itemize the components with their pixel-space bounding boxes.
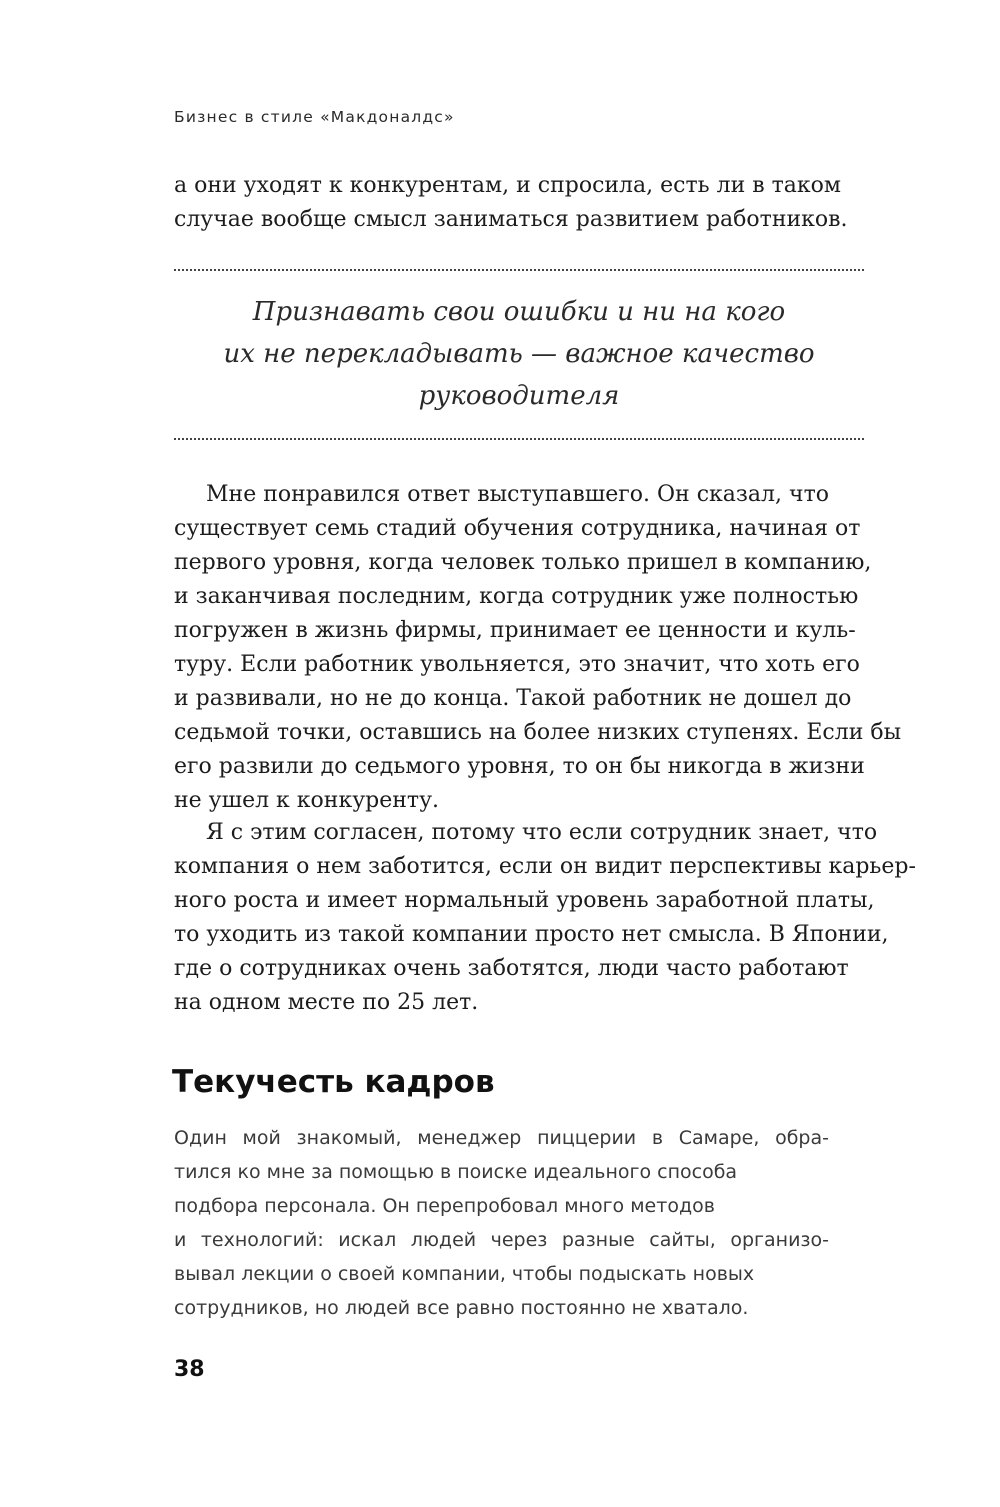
text-line: и развивали, но не до конца. Такой работник не дошел до xyxy=(174,686,852,711)
text-line: где о сотрудниках очень заботятся, люди часто работают xyxy=(174,956,849,981)
text-line: вывал лекции о своей компании, чтобы подыскать новых xyxy=(174,1263,755,1285)
intro-paragraph xyxy=(174,169,848,237)
text-line: первого уровня, когда человек только пришел в компанию, xyxy=(174,550,872,575)
text-line: и технологий: искал людей через разные сайты, организо- xyxy=(174,1229,829,1251)
text-line: седьмой точки, оставшись на более низких ступенях. Если бы xyxy=(174,720,902,745)
text-line: не ушел к конкуренту. xyxy=(174,788,440,813)
paragraph-2 xyxy=(174,816,916,1020)
text-line: и заканчивая последним, когда сотрудник уже полностью xyxy=(174,584,859,609)
text-line: случае вообще смысл заниматься развитием работников. xyxy=(174,207,848,232)
text-line: на одном месте по 25 лет. xyxy=(174,990,479,1015)
text-line: погружен в жизнь фирмы, принимает ее ценности и куль- xyxy=(174,618,856,643)
paragraph-1 xyxy=(174,478,902,818)
text-line: Я с этим согласен, потому что если сотрудник знает, что xyxy=(206,820,878,845)
text-line: а они уходят к конкурентам, и спросила, есть ли в таком xyxy=(174,173,842,198)
text-line: тился ко мне за помощью в поиске идеального способа xyxy=(174,1161,738,1183)
pull-quote-line: руководителя xyxy=(418,381,620,411)
pull-quote-line: их не перекладывать — важное качество xyxy=(223,339,815,369)
section-paragraph xyxy=(174,1121,829,1325)
text-line: его развили до седьмого уровня, то он бы никогда в жизни xyxy=(174,754,865,779)
text-line: туру. Если работник увольняется, это значит, что хоть его xyxy=(174,652,860,677)
text-line: подбора персонала. Он перепробовал много методов xyxy=(174,1195,715,1217)
text-line: Один мой знакомый, менеджер пиццерии в Самаре, обра- xyxy=(174,1127,829,1149)
text-line: то уходить из такой компании просто нет смысла. В Японии, xyxy=(174,922,889,947)
text-line: существует семь стадий обучения сотрудника, начиная от xyxy=(174,516,861,541)
divider-bottom xyxy=(174,438,864,440)
text-line: Мне понравился ответ выступавшего. Он сказал, что xyxy=(206,482,829,507)
text-line: сотрудников, но людей все равно постоянно не хватало. xyxy=(174,1297,749,1319)
divider-top xyxy=(174,269,864,271)
pull-quote xyxy=(174,291,864,417)
section-heading: Текучесть кадров xyxy=(172,1064,495,1100)
running-head: Бизнес в стиле «Макдоналдс» xyxy=(174,108,455,126)
pull-quote-line: Признавать свои ошибки и ни на кого xyxy=(252,297,786,327)
text-line: ного роста и имеет нормальный уровень заработной платы, xyxy=(174,888,875,913)
text-line: компания о нем заботится, если он видит перспективы карьер- xyxy=(174,854,916,879)
page-number: 38 xyxy=(174,1357,205,1382)
